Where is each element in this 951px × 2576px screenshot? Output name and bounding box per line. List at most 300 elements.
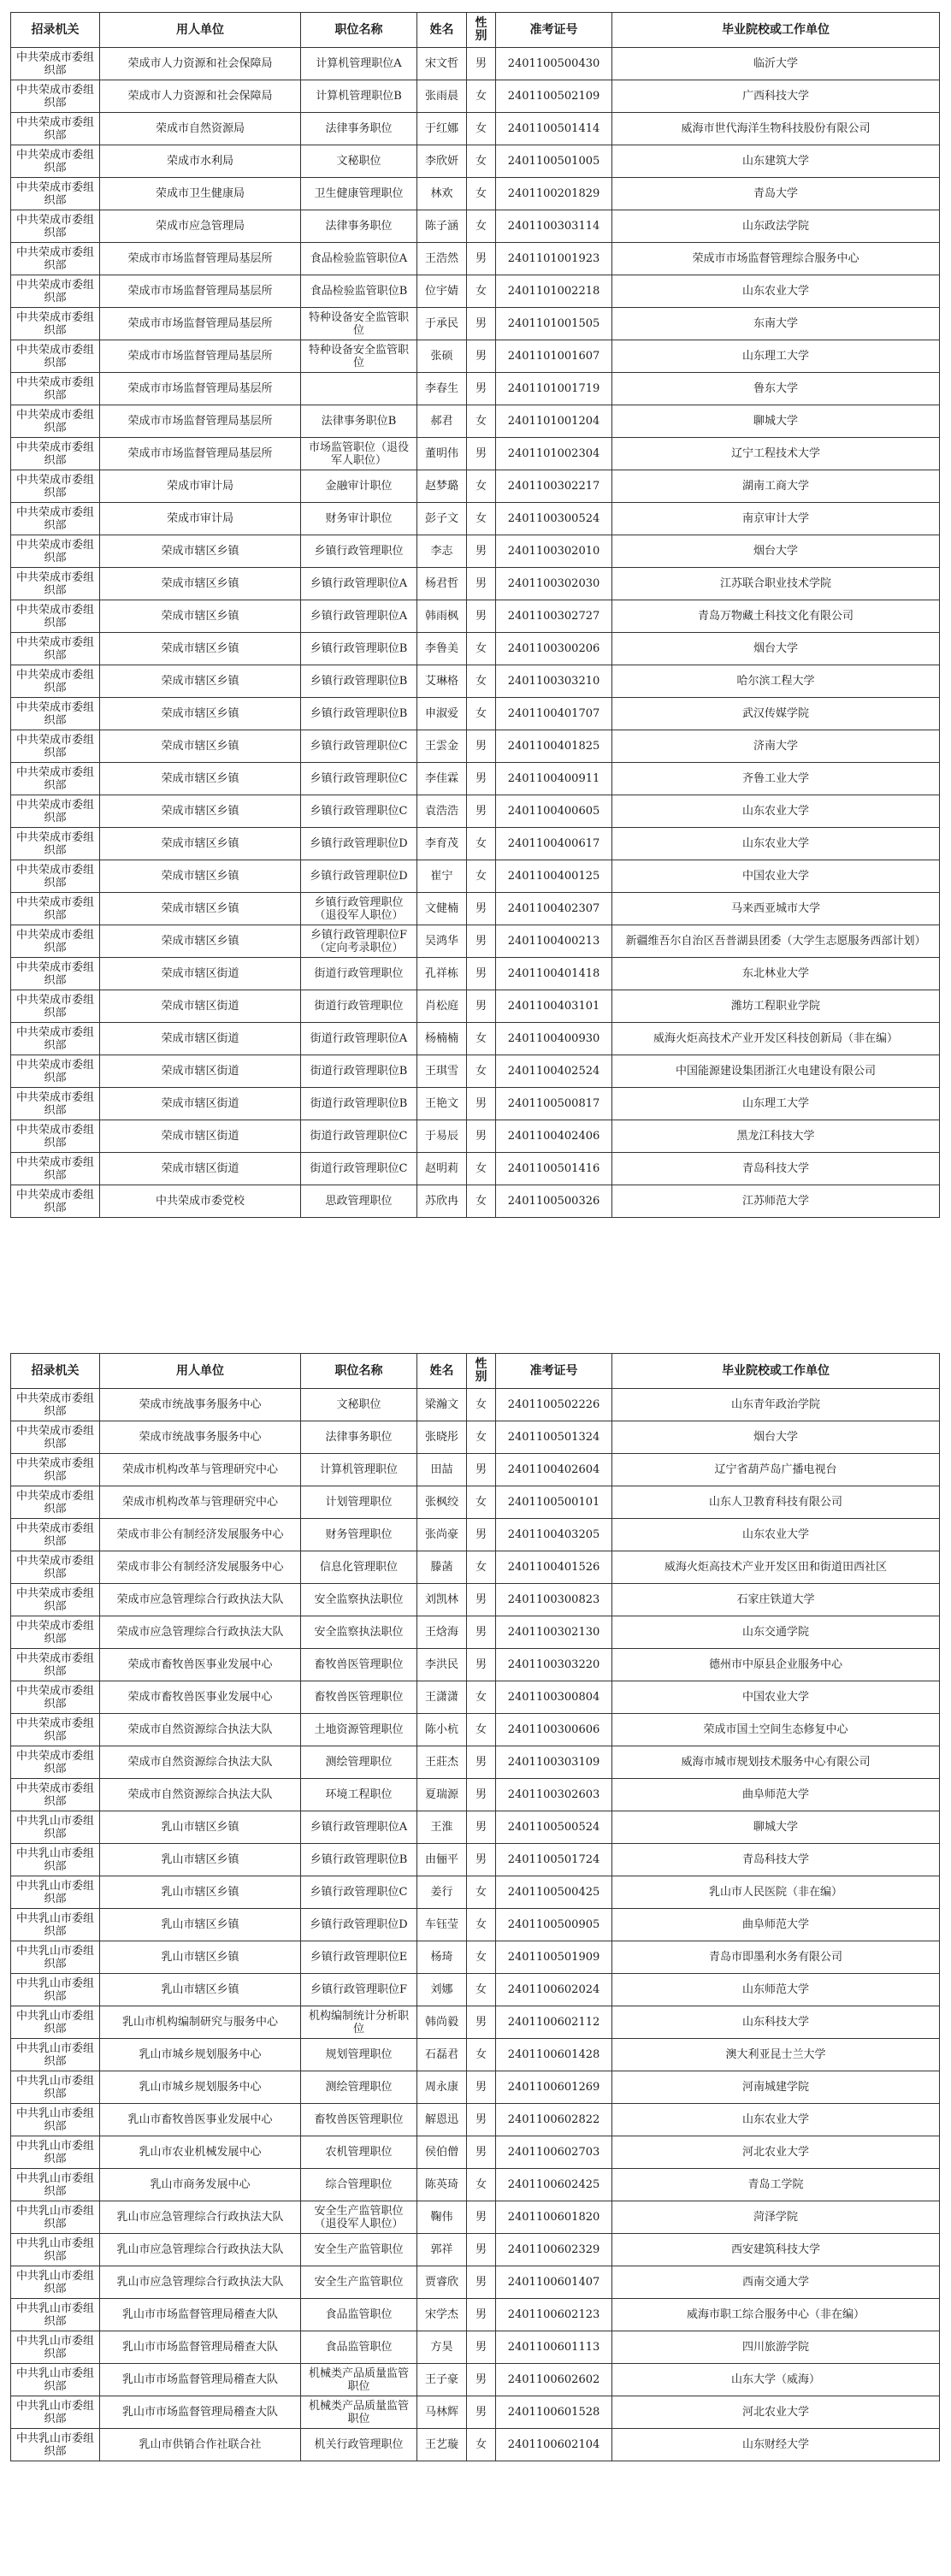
cell-employer-unit: 乳山市辖区乡镇 bbox=[100, 1941, 301, 1974]
cell-gender: 男 bbox=[467, 795, 496, 828]
cell-candidate-name: 张晓彤 bbox=[417, 1421, 467, 1454]
cell-position-name: 测绘管理职位 bbox=[301, 1746, 417, 1779]
cell-exam-ticket-number: 2401100303114 bbox=[496, 210, 612, 243]
cell-employer-unit: 荣成市辖区乡镇 bbox=[100, 763, 301, 795]
cell-school-or-workplace: 曲阜师范大学 bbox=[612, 1909, 940, 1941]
cell-position-name bbox=[301, 373, 417, 405]
cell-employer-unit: 荣成市卫生健康局 bbox=[100, 178, 301, 210]
cell-recruiting-agency: 中共荣成市委组织部 bbox=[11, 1023, 100, 1055]
cell-candidate-name: 张尚豪 bbox=[417, 1519, 467, 1551]
cell-exam-ticket-number: 2401100601113 bbox=[496, 2331, 612, 2364]
cell-candidate-name: 王莊杰 bbox=[417, 1746, 467, 1779]
cell-employer-unit: 乳山市辖区乡镇 bbox=[100, 1909, 301, 1941]
cell-candidate-name: 陈子涵 bbox=[417, 210, 467, 243]
table-row bbox=[11, 80, 940, 113]
cell-exam-ticket-number: 2401100302130 bbox=[496, 1616, 612, 1649]
cell-candidate-name: 贾睿欣 bbox=[417, 2266, 467, 2299]
cell-candidate-name: 王艳文 bbox=[417, 1088, 467, 1120]
cell-recruiting-agency: 中共荣成市委组织部 bbox=[11, 1584, 100, 1616]
cell-gender: 女 bbox=[467, 1421, 496, 1454]
cell-employer-unit: 乳山市畜牧兽医事业发展中心 bbox=[100, 2104, 301, 2136]
cell-school-or-workplace: 山东科技大学 bbox=[612, 2006, 940, 2039]
cell-candidate-name: 由俪平 bbox=[417, 1844, 467, 1876]
table-row bbox=[11, 1584, 940, 1616]
table-row bbox=[11, 568, 940, 600]
cell-candidate-name: 田喆 bbox=[417, 1454, 467, 1486]
cell-employer-unit: 荣成市应急管理综合行政执法大队 bbox=[100, 1584, 301, 1616]
cell-employer-unit: 荣成市辖区街道 bbox=[100, 990, 301, 1023]
cell-candidate-name: 赵梦璐 bbox=[417, 470, 467, 503]
cell-school-or-workplace: 江苏联合职业技术学院 bbox=[612, 568, 940, 600]
cell-exam-ticket-number: 2401100602822 bbox=[496, 2104, 612, 2136]
cell-candidate-name: 刘凯林 bbox=[417, 1584, 467, 1616]
cell-exam-ticket-number: 2401101001607 bbox=[496, 340, 612, 373]
header-employer-unit: 用人单位 bbox=[100, 1354, 301, 1389]
cell-exam-ticket-number: 2401100303109 bbox=[496, 1746, 612, 1779]
cell-gender: 女 bbox=[467, 1055, 496, 1088]
table-row bbox=[11, 2006, 940, 2039]
table-row bbox=[11, 113, 940, 145]
cell-employer-unit: 荣成市辖区乡镇 bbox=[100, 730, 301, 763]
cell-exam-ticket-number: 2401100302010 bbox=[496, 535, 612, 568]
cell-exam-ticket-number: 2401101002218 bbox=[496, 275, 612, 308]
cell-exam-ticket-number: 2401101001719 bbox=[496, 373, 612, 405]
table-row bbox=[11, 1519, 940, 1551]
cell-school-or-workplace: 山东农业大学 bbox=[612, 795, 940, 828]
cell-gender: 男 bbox=[467, 893, 496, 925]
cell-position-name: 农机管理职位 bbox=[301, 2136, 417, 2169]
cell-school-or-workplace: 广西科技大学 bbox=[612, 80, 940, 113]
cell-recruiting-agency: 中共荣成市委组织部 bbox=[11, 1185, 100, 1218]
table-row bbox=[11, 405, 940, 438]
cell-employer-unit: 乳山市应急管理综合行政执法大队 bbox=[100, 2234, 301, 2266]
cell-recruiting-agency: 中共荣成市委组织部 bbox=[11, 665, 100, 698]
cell-gender: 女 bbox=[467, 1941, 496, 1974]
cell-employer-unit: 荣成市市场监督管理局基层所 bbox=[100, 340, 301, 373]
admission-table-2 bbox=[10, 1353, 940, 2461]
table-row bbox=[11, 2429, 940, 2461]
table-row bbox=[11, 48, 940, 80]
cell-gender: 男 bbox=[467, 2136, 496, 2169]
table-row bbox=[11, 1974, 940, 2006]
cell-exam-ticket-number: 2401100602425 bbox=[496, 2169, 612, 2201]
cell-exam-ticket-number: 2401100500425 bbox=[496, 1876, 612, 1909]
cell-recruiting-agency: 中共乳山市委组织部 bbox=[11, 2266, 100, 2299]
cell-position-name: 乡镇行政管理职位A bbox=[301, 568, 417, 600]
cell-position-name: 街道行政管理职位 bbox=[301, 990, 417, 1023]
cell-employer-unit: 乳山市市场监督管理局稽查大队 bbox=[100, 2331, 301, 2364]
cell-employer-unit: 荣成市辖区乡镇 bbox=[100, 698, 301, 730]
cell-exam-ticket-number: 2401100400930 bbox=[496, 1023, 612, 1055]
cell-exam-ticket-number: 2401101001204 bbox=[496, 405, 612, 438]
table-body bbox=[11, 1389, 940, 2461]
cell-recruiting-agency: 中共荣成市委组织部 bbox=[11, 1088, 100, 1120]
cell-gender: 女 bbox=[467, 828, 496, 860]
cell-position-name: 街道行政管理职位 bbox=[301, 958, 417, 990]
cell-gender: 女 bbox=[467, 1714, 496, 1746]
cell-gender: 女 bbox=[467, 698, 496, 730]
cell-position-name: 计算机管理职位 bbox=[301, 1454, 417, 1486]
cell-candidate-name: 李志 bbox=[417, 535, 467, 568]
cell-candidate-name: 车钰莹 bbox=[417, 1909, 467, 1941]
cell-school-or-workplace: 曲阜师范大学 bbox=[612, 1779, 940, 1811]
cell-employer-unit: 乳山市农业机械发展中心 bbox=[100, 2136, 301, 2169]
cell-employer-unit: 荣成市辖区乡镇 bbox=[100, 600, 301, 633]
cell-candidate-name: 王子豪 bbox=[417, 2364, 467, 2396]
cell-recruiting-agency: 中共荣成市委组织部 bbox=[11, 1519, 100, 1551]
table-row bbox=[11, 763, 940, 795]
cell-employer-unit: 荣成市机构改革与管理研究中心 bbox=[100, 1454, 301, 1486]
cell-exam-ticket-number: 2401100500905 bbox=[496, 1909, 612, 1941]
cell-employer-unit: 荣成市畜牧兽医事业发展中心 bbox=[100, 1649, 301, 1681]
cell-exam-ticket-number: 2401100401418 bbox=[496, 958, 612, 990]
cell-school-or-workplace: 鲁东大学 bbox=[612, 373, 940, 405]
cell-recruiting-agency: 中共乳山市委组织部 bbox=[11, 1844, 100, 1876]
table-row bbox=[11, 2169, 940, 2201]
cell-gender: 男 bbox=[467, 1454, 496, 1486]
cell-gender: 女 bbox=[467, 1974, 496, 2006]
table-row bbox=[11, 2104, 940, 2136]
cell-position-name: 乡镇行政管理职位D bbox=[301, 1909, 417, 1941]
cell-candidate-name: 王琪雪 bbox=[417, 1055, 467, 1088]
table-row bbox=[11, 145, 940, 178]
cell-school-or-workplace: 乳山市人民医院（非在编） bbox=[612, 1876, 940, 1909]
table-row bbox=[11, 730, 940, 763]
cell-employer-unit: 乳山市商务发展中心 bbox=[100, 2169, 301, 2201]
cell-position-name: 机械类产品质量监管职位 bbox=[301, 2364, 417, 2396]
cell-employer-unit: 荣成市辖区街道 bbox=[100, 1088, 301, 1120]
cell-exam-ticket-number: 2401100602602 bbox=[496, 2364, 612, 2396]
cell-school-or-workplace: 山东农业大学 bbox=[612, 275, 940, 308]
cell-candidate-name: 李鲁美 bbox=[417, 633, 467, 665]
cell-exam-ticket-number: 2401100501416 bbox=[496, 1153, 612, 1185]
cell-employer-unit: 荣成市人力资源和社会保障局 bbox=[100, 80, 301, 113]
cell-recruiting-agency: 中共荣成市委组织部 bbox=[11, 308, 100, 340]
cell-recruiting-agency: 中共乳山市委组织部 bbox=[11, 1811, 100, 1844]
cell-exam-ticket-number: 2401100501909 bbox=[496, 1941, 612, 1974]
cell-school-or-workplace: 山东交通学院 bbox=[612, 1616, 940, 1649]
cell-candidate-name: 王焓海 bbox=[417, 1616, 467, 1649]
cell-candidate-name: 郭祥 bbox=[417, 2234, 467, 2266]
cell-employer-unit: 荣成市辖区街道 bbox=[100, 1055, 301, 1088]
admission-table-1 bbox=[10, 12, 940, 1218]
cell-employer-unit: 乳山市市场监督管理局稽查大队 bbox=[100, 2299, 301, 2331]
cell-position-name: 法律事务职位 bbox=[301, 210, 417, 243]
cell-position-name: 土地资源管理职位 bbox=[301, 1714, 417, 1746]
table-row bbox=[11, 373, 940, 405]
cell-gender: 男 bbox=[467, 568, 496, 600]
table-row bbox=[11, 503, 940, 535]
cell-exam-ticket-number: 2401100300606 bbox=[496, 1714, 612, 1746]
cell-school-or-workplace: 青岛工学院 bbox=[612, 2169, 940, 2201]
cell-position-name: 法律事务职位B bbox=[301, 405, 417, 438]
cell-exam-ticket-number: 2401100300206 bbox=[496, 633, 612, 665]
cell-school-or-workplace: 山东理工大学 bbox=[612, 340, 940, 373]
cell-recruiting-agency: 中共荣成市委组织部 bbox=[11, 243, 100, 275]
cell-employer-unit: 荣成市统战事务服务中心 bbox=[100, 1421, 301, 1454]
cell-candidate-name: 周永康 bbox=[417, 2071, 467, 2104]
cell-recruiting-agency: 中共荣成市委组织部 bbox=[11, 275, 100, 308]
cell-exam-ticket-number: 2401100601528 bbox=[496, 2396, 612, 2429]
cell-gender: 女 bbox=[467, 275, 496, 308]
cell-exam-ticket-number: 2401100602112 bbox=[496, 2006, 612, 2039]
table-row bbox=[11, 1714, 940, 1746]
cell-school-or-workplace: 河北农业大学 bbox=[612, 2396, 940, 2429]
cell-recruiting-agency: 中共乳山市委组织部 bbox=[11, 2396, 100, 2429]
cell-exam-ticket-number: 2401100601820 bbox=[496, 2201, 612, 2234]
cell-school-or-workplace: 山东农业大学 bbox=[612, 1519, 940, 1551]
cell-school-or-workplace: 山东财经大学 bbox=[612, 2429, 940, 2461]
cell-gender: 男 bbox=[467, 340, 496, 373]
cell-employer-unit: 荣成市辖区乡镇 bbox=[100, 860, 301, 893]
cell-gender: 男 bbox=[467, 2299, 496, 2331]
cell-employer-unit: 荣成市辖区乡镇 bbox=[100, 633, 301, 665]
cell-candidate-name: 张硕 bbox=[417, 340, 467, 373]
cell-school-or-workplace: 荣成市市场监督管理综合服务中心 bbox=[612, 243, 940, 275]
cell-school-or-workplace: 山东师范大学 bbox=[612, 1974, 940, 2006]
cell-school-or-workplace: 齐鲁工业大学 bbox=[612, 763, 940, 795]
cell-gender: 女 bbox=[467, 1153, 496, 1185]
cell-recruiting-agency: 中共荣成市委组织部 bbox=[11, 795, 100, 828]
cell-school-or-workplace: 威海火炬高技术产业开发区田和街道田西社区 bbox=[612, 1551, 940, 1584]
table-row bbox=[11, 1389, 940, 1421]
cell-gender: 女 bbox=[467, 1551, 496, 1584]
cell-gender: 女 bbox=[467, 470, 496, 503]
cell-position-name: 乡镇行政管理职位F bbox=[301, 1974, 417, 2006]
cell-school-or-workplace: 中国农业大学 bbox=[612, 860, 940, 893]
cell-school-or-workplace: 山东农业大学 bbox=[612, 2104, 940, 2136]
cell-position-name: 财务审计职位 bbox=[301, 503, 417, 535]
cell-position-name: 安全监察执法职位 bbox=[301, 1584, 417, 1616]
cell-candidate-name: 刘娜 bbox=[417, 1974, 467, 2006]
cell-school-or-workplace: 山东建筑大学 bbox=[612, 145, 940, 178]
cell-position-name: 乡镇行政管理职位B bbox=[301, 698, 417, 730]
cell-exam-ticket-number: 2401101001505 bbox=[496, 308, 612, 340]
cell-school-or-workplace: 烟台大学 bbox=[612, 535, 940, 568]
cell-gender: 男 bbox=[467, 2071, 496, 2104]
cell-gender: 男 bbox=[467, 1088, 496, 1120]
cell-candidate-name: 滕菡 bbox=[417, 1551, 467, 1584]
cell-candidate-name: 石磊君 bbox=[417, 2039, 467, 2071]
cell-candidate-name: 文健楠 bbox=[417, 893, 467, 925]
header-candidate-name: 姓名 bbox=[417, 13, 467, 48]
cell-school-or-workplace: 山东人卫教育科技有限公司 bbox=[612, 1486, 940, 1519]
table-row bbox=[11, 1811, 940, 1844]
cell-recruiting-agency: 中共荣成市委组织部 bbox=[11, 340, 100, 373]
cell-school-or-workplace: 澳大利亚昆士兰大学 bbox=[612, 2039, 940, 2071]
cell-position-name: 食品检验监管职位B bbox=[301, 275, 417, 308]
cell-gender: 男 bbox=[467, 438, 496, 470]
cell-employer-unit: 中共荣成市委党校 bbox=[100, 1185, 301, 1218]
cell-recruiting-agency: 中共荣成市委组织部 bbox=[11, 1421, 100, 1454]
cell-position-name: 计划管理职位 bbox=[301, 1486, 417, 1519]
cell-school-or-workplace: 辽宁工程技术大学 bbox=[612, 438, 940, 470]
cell-position-name: 乡镇行政管理职位A bbox=[301, 600, 417, 633]
cell-employer-unit: 荣成市应急管理综合行政执法大队 bbox=[100, 1616, 301, 1649]
cell-candidate-name: 张枫绞 bbox=[417, 1486, 467, 1519]
cell-position-name: 安全生产监管职位 bbox=[301, 2234, 417, 2266]
cell-position-name: 乡镇行政管理职位E bbox=[301, 1941, 417, 1974]
cell-candidate-name: 于易辰 bbox=[417, 1120, 467, 1153]
cell-recruiting-agency: 中共荣成市委组织部 bbox=[11, 1120, 100, 1153]
cell-position-name: 信息化管理职位 bbox=[301, 1551, 417, 1584]
cell-exam-ticket-number: 2401100400617 bbox=[496, 828, 612, 860]
cell-gender: 女 bbox=[467, 405, 496, 438]
cell-employer-unit: 荣成市辖区街道 bbox=[100, 1120, 301, 1153]
cell-recruiting-agency: 中共荣成市委组织部 bbox=[11, 828, 100, 860]
cell-position-name: 计算机管理职位B bbox=[301, 80, 417, 113]
cell-employer-unit: 荣成市市场监督管理局基层所 bbox=[100, 243, 301, 275]
cell-position-name: 安全生产监管职位 bbox=[301, 2266, 417, 2299]
cell-school-or-workplace: 哈尔滨工程大学 bbox=[612, 665, 940, 698]
cell-recruiting-agency: 中共荣成市委组织部 bbox=[11, 178, 100, 210]
cell-recruiting-agency: 中共荣成市委组织部 bbox=[11, 1055, 100, 1088]
cell-recruiting-agency: 中共乳山市委组织部 bbox=[11, 2429, 100, 2461]
cell-exam-ticket-number: 2401100303210 bbox=[496, 665, 612, 698]
header-gender: 性别 bbox=[467, 1354, 496, 1389]
cell-recruiting-agency: 中共荣成市委组织部 bbox=[11, 48, 100, 80]
cell-position-name: 特种设备安全监管职位 bbox=[301, 308, 417, 340]
cell-school-or-workplace: 河南城建学院 bbox=[612, 2071, 940, 2104]
cell-candidate-name: 夏瑞源 bbox=[417, 1779, 467, 1811]
cell-school-or-workplace: 西南交通大学 bbox=[612, 2266, 940, 2299]
cell-gender: 女 bbox=[467, 2429, 496, 2461]
cell-candidate-name: 袁浩浩 bbox=[417, 795, 467, 828]
cell-candidate-name: 赵明莉 bbox=[417, 1153, 467, 1185]
cell-employer-unit: 荣成市畜牧兽医事业发展中心 bbox=[100, 1681, 301, 1714]
table-row bbox=[11, 178, 940, 210]
cell-recruiting-agency: 中共乳山市委组织部 bbox=[11, 2071, 100, 2104]
cell-exam-ticket-number: 2401100501324 bbox=[496, 1421, 612, 1454]
cell-gender: 女 bbox=[467, 860, 496, 893]
cell-gender: 男 bbox=[467, 2006, 496, 2039]
cell-gender: 女 bbox=[467, 1876, 496, 1909]
cell-position-name: 乡镇行政管理职位C bbox=[301, 795, 417, 828]
cell-school-or-workplace: 青岛市即墨利水务有限公司 bbox=[612, 1941, 940, 1974]
cell-gender: 男 bbox=[467, 1811, 496, 1844]
cell-gender: 男 bbox=[467, 308, 496, 340]
table-row bbox=[11, 2299, 940, 2331]
cell-recruiting-agency: 中共荣成市委组织部 bbox=[11, 893, 100, 925]
cell-employer-unit: 荣成市自然资源综合执法大队 bbox=[100, 1746, 301, 1779]
table-row bbox=[11, 1909, 940, 1941]
cell-candidate-name: 于承民 bbox=[417, 308, 467, 340]
cell-exam-ticket-number: 2401100602024 bbox=[496, 1974, 612, 2006]
cell-gender: 男 bbox=[467, 373, 496, 405]
cell-position-name: 机关行政管理职位 bbox=[301, 2429, 417, 2461]
cell-recruiting-agency: 中共乳山市委组织部 bbox=[11, 1909, 100, 1941]
cell-employer-unit: 荣成市辖区街道 bbox=[100, 1023, 301, 1055]
cell-school-or-workplace: 山东理工大学 bbox=[612, 1088, 940, 1120]
cell-exam-ticket-number: 2401100401825 bbox=[496, 730, 612, 763]
table-row bbox=[11, 2071, 940, 2104]
cell-employer-unit: 荣成市自然资源综合执法大队 bbox=[100, 1779, 301, 1811]
cell-candidate-name: 王雲金 bbox=[417, 730, 467, 763]
cell-recruiting-agency: 中共荣成市委组织部 bbox=[11, 1486, 100, 1519]
cell-candidate-name: 王淮 bbox=[417, 1811, 467, 1844]
cell-exam-ticket-number: 2401100402524 bbox=[496, 1055, 612, 1088]
cell-position-name: 街道行政管理职位C bbox=[301, 1153, 417, 1185]
table-header-row bbox=[11, 13, 940, 48]
cell-candidate-name: 董明伟 bbox=[417, 438, 467, 470]
cell-candidate-name: 宋学杰 bbox=[417, 2299, 467, 2331]
cell-school-or-workplace: 山东政法学院 bbox=[612, 210, 940, 243]
table-row bbox=[11, 1876, 940, 1909]
cell-gender: 男 bbox=[467, 1584, 496, 1616]
cell-exam-ticket-number: 2401100602123 bbox=[496, 2299, 612, 2331]
table-row bbox=[11, 893, 940, 925]
cell-exam-ticket-number: 2401100500817 bbox=[496, 1088, 612, 1120]
cell-position-name: 街道行政管理职位B bbox=[301, 1055, 417, 1088]
cell-candidate-name: 李佳霖 bbox=[417, 763, 467, 795]
cell-employer-unit: 荣成市辖区乡镇 bbox=[100, 893, 301, 925]
cell-recruiting-agency: 中共荣成市委组织部 bbox=[11, 860, 100, 893]
table-row bbox=[11, 2234, 940, 2266]
cell-gender: 女 bbox=[467, 1486, 496, 1519]
cell-exam-ticket-number: 2401100602104 bbox=[496, 2429, 612, 2461]
cell-position-name: 金融审计职位 bbox=[301, 470, 417, 503]
cell-recruiting-agency: 中共乳山市委组织部 bbox=[11, 1941, 100, 1974]
cell-candidate-name: 于红娜 bbox=[417, 113, 467, 145]
cell-school-or-workplace: 中国农业大学 bbox=[612, 1681, 940, 1714]
cell-gender: 男 bbox=[467, 2201, 496, 2234]
cell-exam-ticket-number: 2401100400213 bbox=[496, 925, 612, 958]
cell-exam-ticket-number: 2401100400911 bbox=[496, 763, 612, 795]
cell-recruiting-agency: 中共荣成市委组织部 bbox=[11, 1454, 100, 1486]
cell-school-or-workplace: 威海市世代海洋生物科技股份有限公司 bbox=[612, 113, 940, 145]
cell-recruiting-agency: 中共乳山市委组织部 bbox=[11, 2104, 100, 2136]
cell-school-or-workplace: 临沂大学 bbox=[612, 48, 940, 80]
cell-gender: 女 bbox=[467, 1909, 496, 1941]
cell-school-or-workplace: 荣成市国土空间生态修复中心 bbox=[612, 1714, 940, 1746]
cell-employer-unit: 荣成市人力资源和社会保障局 bbox=[100, 48, 301, 80]
cell-employer-unit: 乳山市辖区乡镇 bbox=[100, 1974, 301, 2006]
cell-employer-unit: 荣成市辖区乡镇 bbox=[100, 925, 301, 958]
header-school-or-workplace: 毕业院校或工作单位 bbox=[612, 1354, 940, 1389]
cell-employer-unit: 荣成市非公有制经济发展服务中心 bbox=[100, 1519, 301, 1551]
cell-school-or-workplace: 东北林业大学 bbox=[612, 958, 940, 990]
cell-school-or-workplace: 潍坊工程职业学院 bbox=[612, 990, 940, 1023]
cell-gender: 女 bbox=[467, 210, 496, 243]
cell-employer-unit: 乳山市市场监督管理局稽查大队 bbox=[100, 2364, 301, 2396]
cell-gender: 男 bbox=[467, 2364, 496, 2396]
cell-recruiting-agency: 中共荣成市委组织部 bbox=[11, 1714, 100, 1746]
table-row bbox=[11, 1486, 940, 1519]
cell-candidate-name: 王浩然 bbox=[417, 243, 467, 275]
cell-candidate-name: 肖松庭 bbox=[417, 990, 467, 1023]
cell-position-name: 特种设备安全监管职位 bbox=[301, 340, 417, 373]
cell-school-or-workplace: 聊城大学 bbox=[612, 405, 940, 438]
cell-gender: 男 bbox=[467, 1649, 496, 1681]
cell-school-or-workplace: 烟台大学 bbox=[612, 633, 940, 665]
cell-gender: 女 bbox=[467, 1389, 496, 1421]
cell-gender: 男 bbox=[467, 600, 496, 633]
cell-exam-ticket-number: 2401100403101 bbox=[496, 990, 612, 1023]
cell-position-name: 乡镇行政管理职位C bbox=[301, 730, 417, 763]
cell-exam-ticket-number: 2401100500101 bbox=[496, 1486, 612, 1519]
cell-school-or-workplace: 江苏师范大学 bbox=[612, 1185, 940, 1218]
cell-employer-unit: 乳山市城乡规划服务中心 bbox=[100, 2039, 301, 2071]
page-gap bbox=[0, 1293, 951, 1344]
cell-exam-ticket-number: 2401100300823 bbox=[496, 1584, 612, 1616]
cell-position-name: 环境工程职位 bbox=[301, 1779, 417, 1811]
cell-candidate-name: 王潇潇 bbox=[417, 1681, 467, 1714]
cell-exam-ticket-number: 2401101001923 bbox=[496, 243, 612, 275]
cell-position-name: 机构编制统计分析职位 bbox=[301, 2006, 417, 2039]
cell-recruiting-agency: 中共荣成市委组织部 bbox=[11, 763, 100, 795]
cell-exam-ticket-number: 2401100601428 bbox=[496, 2039, 612, 2071]
cell-employer-unit: 荣成市自然资源综合执法大队 bbox=[100, 1714, 301, 1746]
